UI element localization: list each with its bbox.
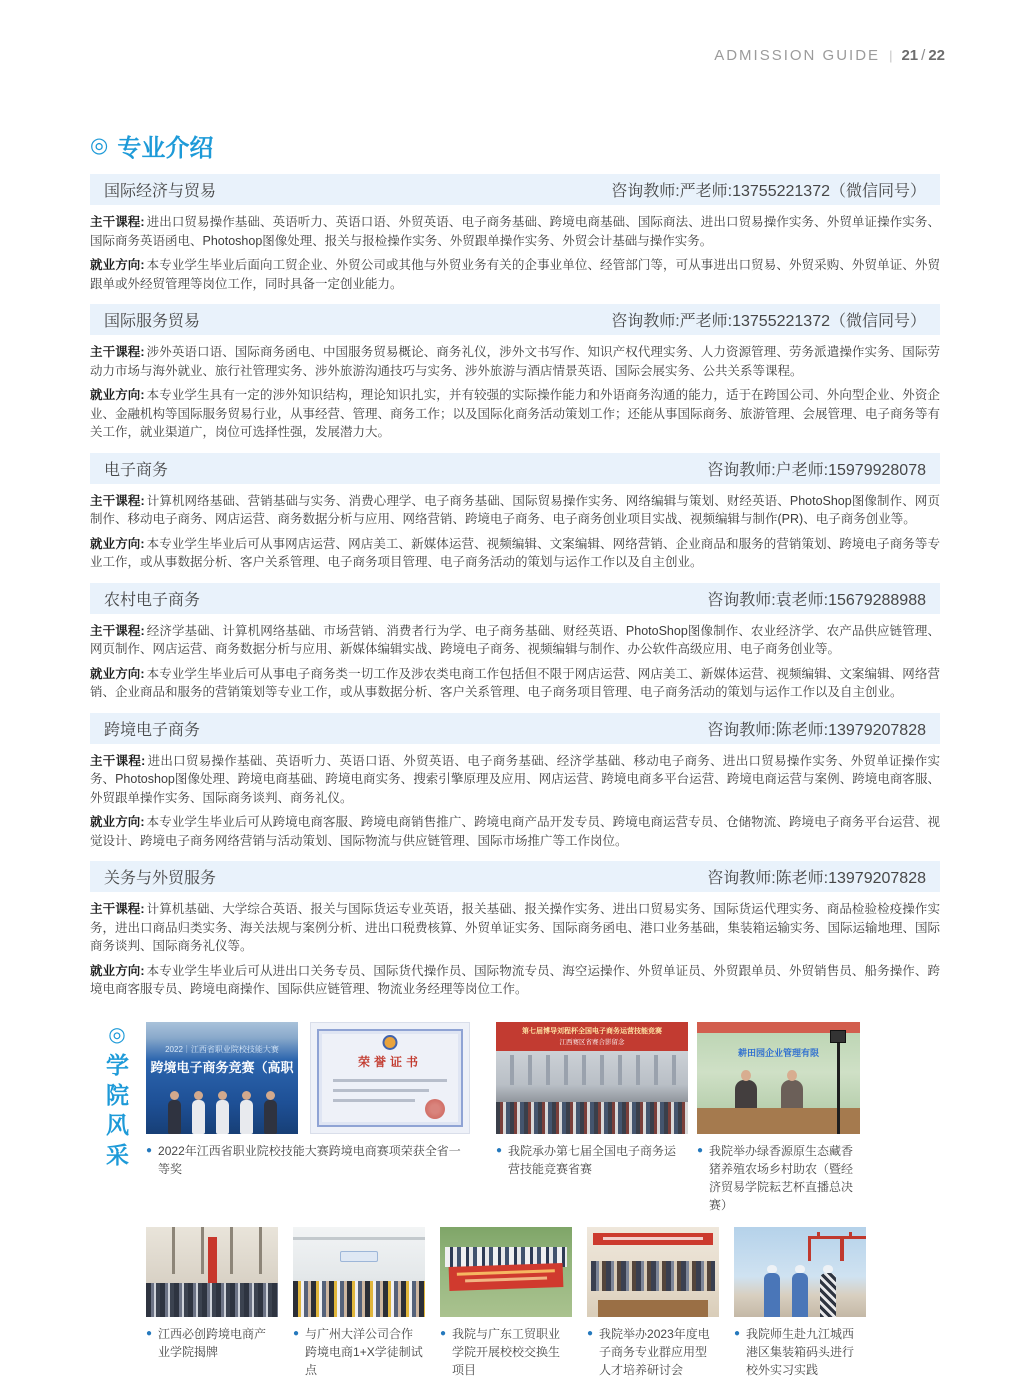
gallery-item (587, 1227, 719, 1379)
major-block (90, 174, 940, 293)
gallery-caption (734, 1325, 866, 1379)
career-paragraph: 就业方向: 本专业学生毕业后可从事网店运营、网店美工、新媒体运营、视频编辑、文案编辑、网络营销、企业商品和服务的营销策划、跨境电子商务等专业工作，或从事数据分析、客户关系管理、电子商务项目管理、电子商务活动的策划与运作工作以及自主创业。 (90, 536, 940, 569)
courses-paragraph: 主干课程: 计算机基础、大学综合英语、报关与国际货运专业英语，报关基础、报关操作实务、进出口贸易实务、国际货运代理实务、商品检验检疫操作实务，进出口商品归类实务、海关法规与案例分析、进出口税费核算、外贸单证实务、国际商务函电、港口业务基础，集装箱运输实务、国际运输地理、国际商务谈判、国际商务礼仪等。 (90, 902, 941, 953)
courses-paragraph: 主干课程: 经济学基础、计算机网络基础、市场营销、消费者行为学、电子商务基础、财经英语、PhotoShop图像制作、农业经济学、农产品供应链管理、网页制作、网店运营、商务数据分析与应用、新媒体编辑实战、跨境电子商务、视频编辑与制作、办公软件高级应用、电子商务创业等。 (90, 623, 940, 656)
figure-graphic (820, 1273, 836, 1317)
certificate-text-line-graphic (333, 1079, 447, 1082)
photo-seminar-meeting (587, 1227, 719, 1317)
major-block (90, 453, 940, 572)
career-label: 就业方向: (90, 666, 145, 681)
major-header-bar (90, 174, 940, 205)
gallery-vertical-title (100, 1022, 133, 1182)
major-block (90, 713, 940, 851)
caption-text: 我院举办绿香源原生态藏香猪养殖农场乡村助农（暨经济贸易学院耘艺杯直播总决赛） (709, 1144, 854, 1212)
crowd-graphic (293, 1281, 425, 1317)
photo-company-visit (293, 1227, 425, 1317)
gallery-item (146, 1022, 470, 1178)
bullet-icon: ● (440, 1328, 447, 1339)
red-seal-icon (425, 1099, 445, 1119)
gallery-caption (146, 1325, 278, 1361)
caption-text: 2022年江西省职业院校技能大赛跨境电商赛项荣获全省一等奖 (158, 1144, 461, 1176)
caption-text: 我院师生赴九江城西港区集装箱码头进行校外实习实践 (746, 1327, 855, 1377)
company-logo-graphic (340, 1251, 378, 1262)
campus-gallery-section (100, 1022, 940, 1379)
banner-text-small: 江西赛区省赛合影留念 (559, 1039, 625, 1046)
double-circle-icon: ◎ (105, 1022, 127, 1053)
bullet-icon: ● (496, 1145, 503, 1156)
gallery-caption (440, 1325, 572, 1379)
major-contact: 咨询教师:严老师:13755221372（微信同号） (611, 313, 926, 330)
banner-text-small: 2022｜江西省职业院校技能大赛 (165, 1045, 279, 1054)
caption-text: 我院举办2023年度电子商务专业群应用型人才培养研讨会 (599, 1327, 710, 1377)
courses-paragraph: 主干课程: 进出口贸易操作基础、英语听力、英语口语、外贸英语、电子商务基础、经济学基础、移动电子商务、进出口贸易操作实务、外贸单证操作实务、Photoshop图像处理、跨境电商基础、跨境电商实务、搜索引擎原理及应用、网店运营、跨境电商多平台运营、跨境电商运营与案例、跨境电商客服、外贸跟单操作实务、国际商务谈判、商务礼仪。 (90, 753, 940, 805)
major-header-bar (90, 583, 940, 614)
gallery-item (146, 1227, 278, 1361)
gallery-caption (146, 1142, 470, 1178)
courses-label: 主干课程: (90, 215, 145, 229)
photo-port-practice (734, 1227, 866, 1317)
photo-honor-certificate (310, 1022, 470, 1134)
caption-text: 我院与广东工贸职业学院开展校校交换生项目 (452, 1327, 561, 1377)
photo-pair (146, 1022, 470, 1134)
figure-graphic (240, 1100, 253, 1134)
ceiling-graphic (293, 1237, 425, 1240)
major-block (90, 861, 940, 999)
bullet-icon: ● (587, 1328, 594, 1339)
crowd-graphic (146, 1283, 278, 1317)
gallery-row-1 (146, 1022, 940, 1214)
courses-label: 主干课程: (90, 753, 146, 768)
header-divider: | (889, 48, 893, 63)
red-banner-graphic (449, 1263, 563, 1291)
career-paragraph: 就业方向: 本专业学生毕业后面向工贸企业、外贸公司或其他与外贸业务有关的企事业单位、经管部门等，可从事进出口贸易、外贸采购、外贸单证、外贸跟单或外经贸管理等岗位工作，同时具备一定创业能力。 (90, 258, 940, 291)
red-flag-graphic (208, 1237, 217, 1285)
career-label: 就业方向: (90, 963, 145, 978)
major-name: 国际服务贸易 (104, 313, 201, 330)
photo-competition-stage (146, 1022, 298, 1134)
major-name: 电子商务 (104, 461, 169, 479)
major-contact: 咨询教师:陈老师:13979207828 (707, 870, 926, 887)
figure-graphic (764, 1273, 780, 1317)
gallery-title-text: 学院风采 (103, 1053, 129, 1173)
career-label: 就业方向: (90, 258, 145, 272)
career-label: 就业方向: (90, 388, 145, 402)
major-contact: 咨询教师:户老师:15979928078 (707, 461, 926, 479)
career-paragraph: 就业方向: 本专业学生毕业后可从进出口关务专员、国际货代操作员、国际物流专员、海空运操作、外贸单证员、外贸跟单员、外贸销售员、船务操作、跨境电商客服专员、跨境电商操作、国际供应链管理、物流业务经理等岗位工作。 (90, 963, 940, 996)
certificate-logo-icon (383, 1035, 398, 1050)
photo-livestream (697, 1022, 860, 1134)
major-name: 国际经济与贸易 (104, 183, 217, 200)
workers-graphic (734, 1273, 866, 1317)
career-paragraph: 就业方向: 本专业学生具有一定的涉外知识结构，理论知识扎实，并有较强的实际操作能力和外语商务沟通的能力，适于在跨国公司、外向型企业、外资企业、金融机构等国际服务贸易行业，从事经营、管理、商务工作；以及国际化商务活动策划工作；还能从事国际商务、旅游管理、会展管理、电子商务等有关工作，就业渠道广，岗位可选择性强，发展潜力大。 (90, 388, 941, 439)
double-circle-icon: ◎ (90, 134, 109, 157)
career-label: 就业方向: (90, 815, 145, 829)
gallery-item (697, 1022, 860, 1214)
banner-text-large: 跨境电子商务竞赛（高职 (150, 1060, 294, 1075)
livestream-backdrop-text: 耕田园企业管理有限 (737, 1048, 819, 1058)
gallery-item (496, 1022, 688, 1178)
gallery-caption (697, 1142, 860, 1214)
figure-graphic (735, 1080, 757, 1108)
major-contact: 咨询教师:严老师:13755221372（微信同号） (611, 183, 926, 200)
gallery-rows (146, 1022, 940, 1379)
certificate-title: 荣誉证书 (357, 1055, 422, 1069)
gallery-item (734, 1227, 866, 1379)
section-title-text: 专业介绍 (117, 135, 214, 162)
career-paragraph: 就业方向: 本专业学生毕业后可从事电子商务类一切工作及涉农类电商工作包括但不限于网店运营、网店美工、新媒体运营、视频编辑、文案编辑、网络营销、企业商品和服务的营销策划等专业工作，或从事数据分析、客户关系管理、电子商务项目管理、电子商务活动的策划与运作工作以及自主创业。 (90, 666, 940, 699)
red-banner-graphic (593, 1233, 713, 1245)
career-label: 就业方向: (90, 536, 145, 551)
tripod-graphic (837, 1038, 840, 1134)
page-header (714, 47, 945, 64)
bullet-icon: ● (697, 1145, 704, 1156)
photo-group-competition (496, 1022, 688, 1134)
figure-graphic (192, 1100, 205, 1134)
crowd-graphic (591, 1261, 715, 1291)
bullet-icon: ● (734, 1328, 741, 1339)
guide-label: ADMISSION GUIDE (714, 47, 881, 64)
major-contact: 咨询教师:陈老师:13979207828 (707, 721, 926, 739)
crane-graphic (808, 1236, 844, 1261)
figure-graphic (781, 1080, 803, 1108)
bullet-icon: ● (293, 1328, 300, 1339)
figure-graphic (168, 1100, 181, 1134)
building-windows-graphic (496, 1055, 688, 1085)
major-header-bar (90, 453, 940, 484)
caption-text: 江西必创跨境电商产业学院揭牌 (158, 1327, 267, 1359)
courses-label: 主干课程: (90, 493, 145, 508)
page-number: 21 / 22 (901, 47, 945, 64)
major-name: 关务与外贸服务 (104, 870, 217, 887)
major-header-bar (90, 861, 940, 892)
gallery-caption (496, 1142, 688, 1178)
students-graphic (146, 1100, 298, 1134)
caption-text: 我院承办第七届全国电子商务运营技能竞赛省赛 (508, 1144, 677, 1176)
major-header-bar (90, 304, 940, 335)
courses-label: 主干课程: (90, 623, 145, 638)
courses-paragraph: 主干课程: 涉外英语口语、国际商务函电、中国服务贸易概论、商务礼仪，涉外文书写作、知识产权代理实务、人力资源管理、劳务派遣操作实务、国际劳动力市场与海外就业、旅行社管理实务、涉外旅游沟通技巧与实务、涉外旅游与酒店情景英语、国际会展实务、公共关系等课程。 (90, 345, 940, 378)
major-name: 跨境电子商务 (104, 721, 201, 739)
courses-paragraph: 主干课程: 进出口贸易操作基础、英语听力、英语口语、外贸英语、电子商务基础、跨境电商基础、国际商法、进出口贸易操作实务、外贸单证操作实务、国际商务英语函电、Photoshop图像处理、报关与报检操作实务、外贸跟单操作实务、外贸会计基础与操作实务。 (90, 215, 940, 248)
majors-section (90, 128, 940, 1005)
gallery-caption (293, 1325, 425, 1379)
major-block (90, 583, 940, 702)
certificate-text-line-graphic (333, 1089, 429, 1092)
bullet-icon: ● (146, 1145, 153, 1156)
bullet-icon: ● (146, 1328, 153, 1339)
figure-graphic (216, 1100, 229, 1134)
crane-graphic (840, 1236, 866, 1261)
section-title-majors (90, 128, 940, 163)
courses-paragraph: 主干课程: 计算机网络基础、营销基础与实务、消费心理学、电子商务基础、国际贸易操作实务、网络编辑与策划、财经英语、PhotoShop图像制作、网页制作、移动电子商务、网店运营、商务数据分析与应用、网络营销、跨境电子商务、电子商务创业项目实战、视频编辑与制作(PR)、电子商务创业等。 (90, 493, 940, 526)
major-block (90, 304, 940, 442)
photo-exchange-program (440, 1227, 572, 1317)
gallery-caption (587, 1325, 719, 1379)
certificate-text-line-graphic (333, 1099, 415, 1102)
banner-text-small: 第七届博导刘程杯全国电子商务运营技能竞赛 (522, 1028, 662, 1035)
figure-graphic (792, 1273, 808, 1317)
photo-unveiling-ceremony (146, 1227, 278, 1317)
table-graphic (598, 1300, 709, 1317)
gallery-item (293, 1227, 425, 1379)
major-header-bar (90, 713, 940, 744)
figure-graphic (264, 1100, 277, 1134)
table-graphic (697, 1108, 860, 1134)
courses-label: 主干课程: (90, 345, 145, 359)
gallery-row-2 (146, 1227, 940, 1379)
caption-text: 与广州大洋公司合作跨境电商1+X学徒制试点 (305, 1327, 423, 1377)
major-contact: 咨询教师:袁老师:15679288988 (707, 591, 926, 609)
career-paragraph: 就业方向: 本专业学生毕业后可从跨境电商客服、跨境电商销售推广、跨境电商产品开发专员、跨境电商运营专员、仓储物流、跨境电子商务平台运营、视觉设计、跨境电子商务网络营销与活动策划、国际物流与供应链管理、国际市场推广等工作岗位。 (90, 815, 940, 848)
gallery-item (440, 1227, 572, 1379)
camera-icon (830, 1030, 846, 1043)
crowd-graphic (496, 1102, 688, 1134)
major-name: 农村电子商务 (104, 591, 201, 609)
courses-label: 主干课程: (90, 902, 145, 916)
